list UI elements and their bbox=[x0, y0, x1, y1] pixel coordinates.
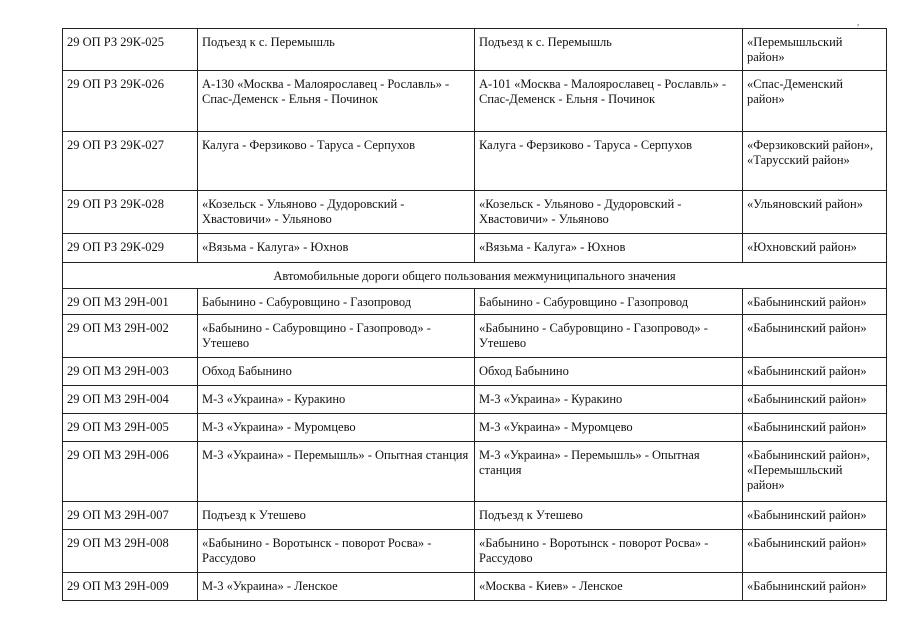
road-route: М-3 «Украина» - Куракино bbox=[475, 386, 743, 414]
road-route: «Бабынино - Воротынск - поворот Росва» - Рассудово bbox=[475, 530, 743, 573]
road-district: «Ульяновский район» bbox=[743, 191, 887, 234]
road-name: М-3 «Украина» - Перемышль» - Опытная станция bbox=[198, 442, 475, 502]
road-district: «Перемышльский район» bbox=[743, 29, 887, 71]
table-row bbox=[63, 358, 887, 386]
road-route: Калуга - Ферзиково - Таруса - Серпухов bbox=[475, 132, 743, 191]
road-route: А-101 «Москва - Малоярославец - Рославль» - Спас-Деменск - Ельня - Починок bbox=[475, 71, 743, 132]
road-route: «Вязьма - Калуга» - Юхнов bbox=[475, 234, 743, 263]
road-district: «Спас-Деменский район» bbox=[743, 71, 887, 132]
road-district: «Бабынинский район» bbox=[743, 386, 887, 414]
road-code: 29 ОП МЗ 29Н-004 bbox=[63, 386, 198, 414]
table-row bbox=[63, 530, 887, 573]
road-route: М-3 «Украина» - Перемышль» - Опытная станция bbox=[475, 442, 743, 502]
table-row bbox=[63, 191, 887, 234]
table-row bbox=[63, 414, 887, 442]
scan-mark: , bbox=[857, 17, 860, 27]
road-name: «Козельск - Ульяново - Дудоровский - Хвастовичи» - Ульяново bbox=[198, 191, 475, 234]
road-district: «Бабынинский район» bbox=[743, 530, 887, 573]
road-district: «Юхновский район» bbox=[743, 234, 887, 263]
road-name: «Бабынино - Воротынск - поворот Росва» - Рассудово bbox=[198, 530, 475, 573]
section-heading: Автомобильные дороги общего пользования межмуниципального значения bbox=[63, 263, 887, 289]
road-code: 29 ОП МЗ 29Н-005 bbox=[63, 414, 198, 442]
road-code: 29 ОП МЗ 29Н-007 bbox=[63, 502, 198, 530]
road-district: «Бабынинский район» bbox=[743, 315, 887, 358]
road-code: 29 ОП РЗ 29К-028 bbox=[63, 191, 198, 234]
section-heading-row bbox=[63, 263, 887, 289]
road-code: 29 ОП МЗ 29Н-001 bbox=[63, 289, 198, 315]
table-row bbox=[63, 29, 887, 71]
road-code: 29 ОП МЗ 29Н-006 bbox=[63, 442, 198, 502]
road-route: Бабынино - Сабуровщино - Газопровод bbox=[475, 289, 743, 315]
road-code: 29 ОП РЗ 29К-029 bbox=[63, 234, 198, 263]
road-district: «Бабынинский район» bbox=[743, 502, 887, 530]
road-district: «Бабынинский район» bbox=[743, 358, 887, 386]
road-route: «Москва - Киев» - Ленское bbox=[475, 573, 743, 601]
road-district: «Бабынинский район» bbox=[743, 414, 887, 442]
road-route: «Бабынино - Сабуровщино - Газопровод» - Утешево bbox=[475, 315, 743, 358]
road-route: Обход Бабынино bbox=[475, 358, 743, 386]
road-district: «Бабынинский район» bbox=[743, 573, 887, 601]
road-code: 29 ОП МЗ 29Н-003 bbox=[63, 358, 198, 386]
table-row bbox=[63, 386, 887, 414]
table-row bbox=[63, 132, 887, 191]
road-code: 29 ОП РЗ 29К-025 bbox=[63, 29, 198, 71]
roads-table bbox=[62, 28, 887, 601]
road-name: М-3 «Украина» - Ленское bbox=[198, 573, 475, 601]
road-code: 29 ОП РЗ 29К-027 bbox=[63, 132, 198, 191]
table-row bbox=[63, 573, 887, 601]
road-route: Подъезд к Утешево bbox=[475, 502, 743, 530]
road-code: 29 ОП МЗ 29Н-002 bbox=[63, 315, 198, 358]
table-row bbox=[63, 502, 887, 530]
table-row bbox=[63, 315, 887, 358]
road-name: Калуга - Ферзиково - Таруса - Серпухов bbox=[198, 132, 475, 191]
road-name: М-3 «Украина» - Муромцево bbox=[198, 414, 475, 442]
table-row bbox=[63, 442, 887, 502]
table-row bbox=[63, 289, 887, 315]
road-route: М-3 «Украина» - Муромцево bbox=[475, 414, 743, 442]
road-name: «Бабынино - Сабуровщино - Газопровод» - Утешево bbox=[198, 315, 475, 358]
road-district: «Ферзиковский район», «Тарусский район» bbox=[743, 132, 887, 191]
road-name: Подъезд к Утешево bbox=[198, 502, 475, 530]
table-row bbox=[63, 71, 887, 132]
road-name: Подъезд к с. Перемышль bbox=[198, 29, 475, 71]
road-district: «Бабынинский район», «Перемышльский район» bbox=[743, 442, 887, 502]
road-route: Подъезд к с. Перемышль bbox=[475, 29, 743, 71]
road-name: Обход Бабынино bbox=[198, 358, 475, 386]
road-district: «Бабынинский район» bbox=[743, 289, 887, 315]
road-code: 29 ОП МЗ 29Н-008 bbox=[63, 530, 198, 573]
road-code: 29 ОП МЗ 29Н-009 bbox=[63, 573, 198, 601]
road-name: А-130 «Москва - Малоярославец - Рославль» - Спас-Деменск - Ельня - Починок bbox=[198, 71, 475, 132]
road-name: М-3 «Украина» - Куракино bbox=[198, 386, 475, 414]
road-code: 29 ОП РЗ 29К-026 bbox=[63, 71, 198, 132]
road-name: «Вязьма - Калуга» - Юхнов bbox=[198, 234, 475, 263]
road-route: «Козельск - Ульяново - Дудоровский - Хвастовичи» - Ульяново bbox=[475, 191, 743, 234]
road-name: Бабынино - Сабуровщино - Газопровод bbox=[198, 289, 475, 315]
table-row bbox=[63, 234, 887, 263]
